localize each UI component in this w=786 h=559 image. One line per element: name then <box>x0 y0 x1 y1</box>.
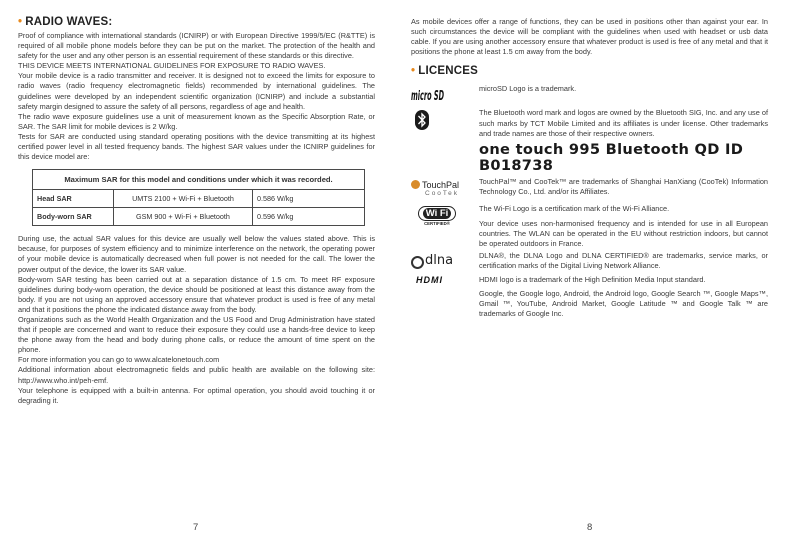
licence-touchpal <box>411 177 768 197</box>
licence-google <box>411 289 768 319</box>
table-row <box>33 190 365 208</box>
table-cell-condition: GSM 900 + Wi-Fi + Bluetooth <box>114 208 253 226</box>
touchpal-dot-icon <box>411 180 420 189</box>
paragraph: Proof of compliance with international standards (ICNIRP) or with European Directive 1999/5/EC (R&TTE) is required of all mobile phone models before they can be put on the market. The protection of the health and safety for the user and any other person is an essential requirement of these standards or this directive. <box>18 31 375 61</box>
bullet-icon: • <box>18 16 23 28</box>
radio-waves-heading: • RADIO WAVES: <box>18 16 113 28</box>
table-cell-value: 0.596 W/kg <box>253 208 365 226</box>
sar-table-header: Maximum SAR for this model and conditions under which it was recorded. <box>33 170 365 190</box>
dlna-text: DLNA®, the DLNA Logo and DLNA CERTIFIED® are trademarks, service marks, or certification marks of the Digital Living Network Alliance. <box>479 251 768 271</box>
left-page <box>18 0 375 559</box>
paragraph: Your mobile device is a radio transmitter and receiver. It is designed not to exceed the limits for exposure to radio waves (radio frequency electromagnetic fields) recommended by international guidelines. The guidelines were developed by an independent scientific organization (ICNIRP) and include a substantial safety margin designed to assure the safety of all persons, regardless of age and health. <box>18 71 375 111</box>
touchpal-text: TouchPal™ and CooTek™ are trademarks of Shanghai HanXiang (CooTek) Information Technology Co., Ltd. and/or its Affiliates. <box>479 176 768 196</box>
paragraph: Your telephone is equipped with a built-in antenna. For optimal operation, you should avoid touching it or degrading it. <box>18 385 375 405</box>
microsd-logo-icon <box>411 86 473 104</box>
paragraph: Additional information about electromagnetic fields and public health are available on the following site: http://www.who.int/peh-emf. <box>18 365 375 385</box>
paragraph: Organizations such as the World Health Organization and the US Food and Drug Administration have stated that if people are concerned and want to reduce their exposure they could use a hands-free device to keep the phone away from the head and body during phone calls, or reduce the amount of time spent on the phone. <box>18 314 375 355</box>
licence-microsd <box>411 84 768 105</box>
touchpal-logo-icon: TouchPal CooTek <box>411 180 473 197</box>
hdmi-logo-icon: HDMI <box>416 274 443 285</box>
model-title: one touch 995 Bluetooth QD ID B018738 <box>479 140 744 174</box>
wlan-text: Your device uses non-harmonised frequency and is intended for use in all European countries. The WLAN can be operated in the EU without restriction indoors, but cannot be operated outdoors in France. <box>479 219 768 249</box>
wifi-text: The Wi-Fi Logo is a certification mark of the Wi-Fi Alliance. <box>479 203 670 213</box>
hdmi-text: HDMI logo is a trademark of the High Definition Media Input standard. <box>479 274 706 284</box>
radio-waves-details <box>18 234 375 406</box>
sar-table <box>32 169 365 226</box>
table-row <box>33 208 365 226</box>
licences-heading: • LICENCES <box>411 65 478 78</box>
table-cell-label: Head SAR <box>33 190 114 208</box>
bullet-icon: • <box>411 65 416 78</box>
bluetooth-icon <box>415 110 477 130</box>
table-cell-label: Body-worn SAR <box>33 208 114 226</box>
paragraph: During use, the actual SAR values for this device are usually well below the values stated above. This is because, for purposes of system efficiency and to minimize interference on the network, the operating power of your mobile device is automatically decreased when full power is not needed for the call. The lower the power output of the device, the lower its SAR value. <box>18 234 375 274</box>
licence-wifi <box>411 204 768 249</box>
accessory-paragraph: As mobile devices offer a range of functions, they can be used in positions other than against your ear. In such circumstances the device will be compliant with the guidelines when used with headset or usb data cable. If you are using another accessory ensure that whatever product is used is free of any metal and that it positions the phone at least 1.5 cm away from the body. <box>411 17 768 57</box>
page-number-left: 7 <box>193 522 199 533</box>
paragraph: Tests for SAR are conducted using standard operating positions with the device transmitting at its highest certified power level in all tested frequency bands. The highest SAR values under the ICNIRP guidelines for this device model are: <box>18 131 375 162</box>
svg-text:micro SD: micro SD <box>411 89 445 105</box>
table-cell-condition: UMTS 2100 + Wi-Fi + Bluetooth <box>114 190 253 208</box>
radio-waves-intro <box>18 31 375 162</box>
right-page <box>411 0 768 559</box>
microsd-text: microSD Logo is a trademark. <box>479 84 577 94</box>
bluetooth-text: The Bluetooth word mark and logos are owned by the Bluetooth SIG, Inc. and any use of such marks by TCT Mobile Limited and its affiliates is under license. Other trademarks and trade names are those of their respective owners. <box>479 108 768 138</box>
paragraph: The radio wave exposure guidelines use a unit of measurement known as the Specific Absorption Rate, or SAR. The SAR limit for mobile devices is 2 W/kg. <box>18 111 375 131</box>
table-cell-value: 0.586 W/kg <box>253 190 365 208</box>
licence-hdmi <box>411 275 768 285</box>
paragraph: For more information you can go to www.alcatelonetouch.com <box>18 355 220 365</box>
dlna-logo-icon: dlna <box>411 253 473 269</box>
google-text: Google, the Google logo, Android, the Android logo, Google Search ™, Google Maps™, Gmail ™, YouTube, Android Market, Google Latitude ™ and Google Talk ™ are trademarks of Google Inc. <box>479 288 768 318</box>
page-number-right: 8 <box>587 522 593 533</box>
licence-dlna <box>411 251 768 271</box>
paragraph: Body-worn SAR testing has been carried out at a separation distance of 1.5 cm. To meet RF exposure guidelines during body-worn operation, the device should be positioned at least this distance away from the body. If you are not using an approved accessory ensure that whatever product is used is free of any metal and that it positions the phone the indicated distance away from the body. <box>18 274 375 314</box>
wifi-logo-icon: Wi Fi CERTIFIED® <box>411 206 463 226</box>
paragraph: THIS DEVICE MEETS INTERNATIONAL GUIDELINES FOR EXPOSURE TO RADIO WAVES. <box>18 61 326 71</box>
licence-bluetooth <box>411 108 768 138</box>
